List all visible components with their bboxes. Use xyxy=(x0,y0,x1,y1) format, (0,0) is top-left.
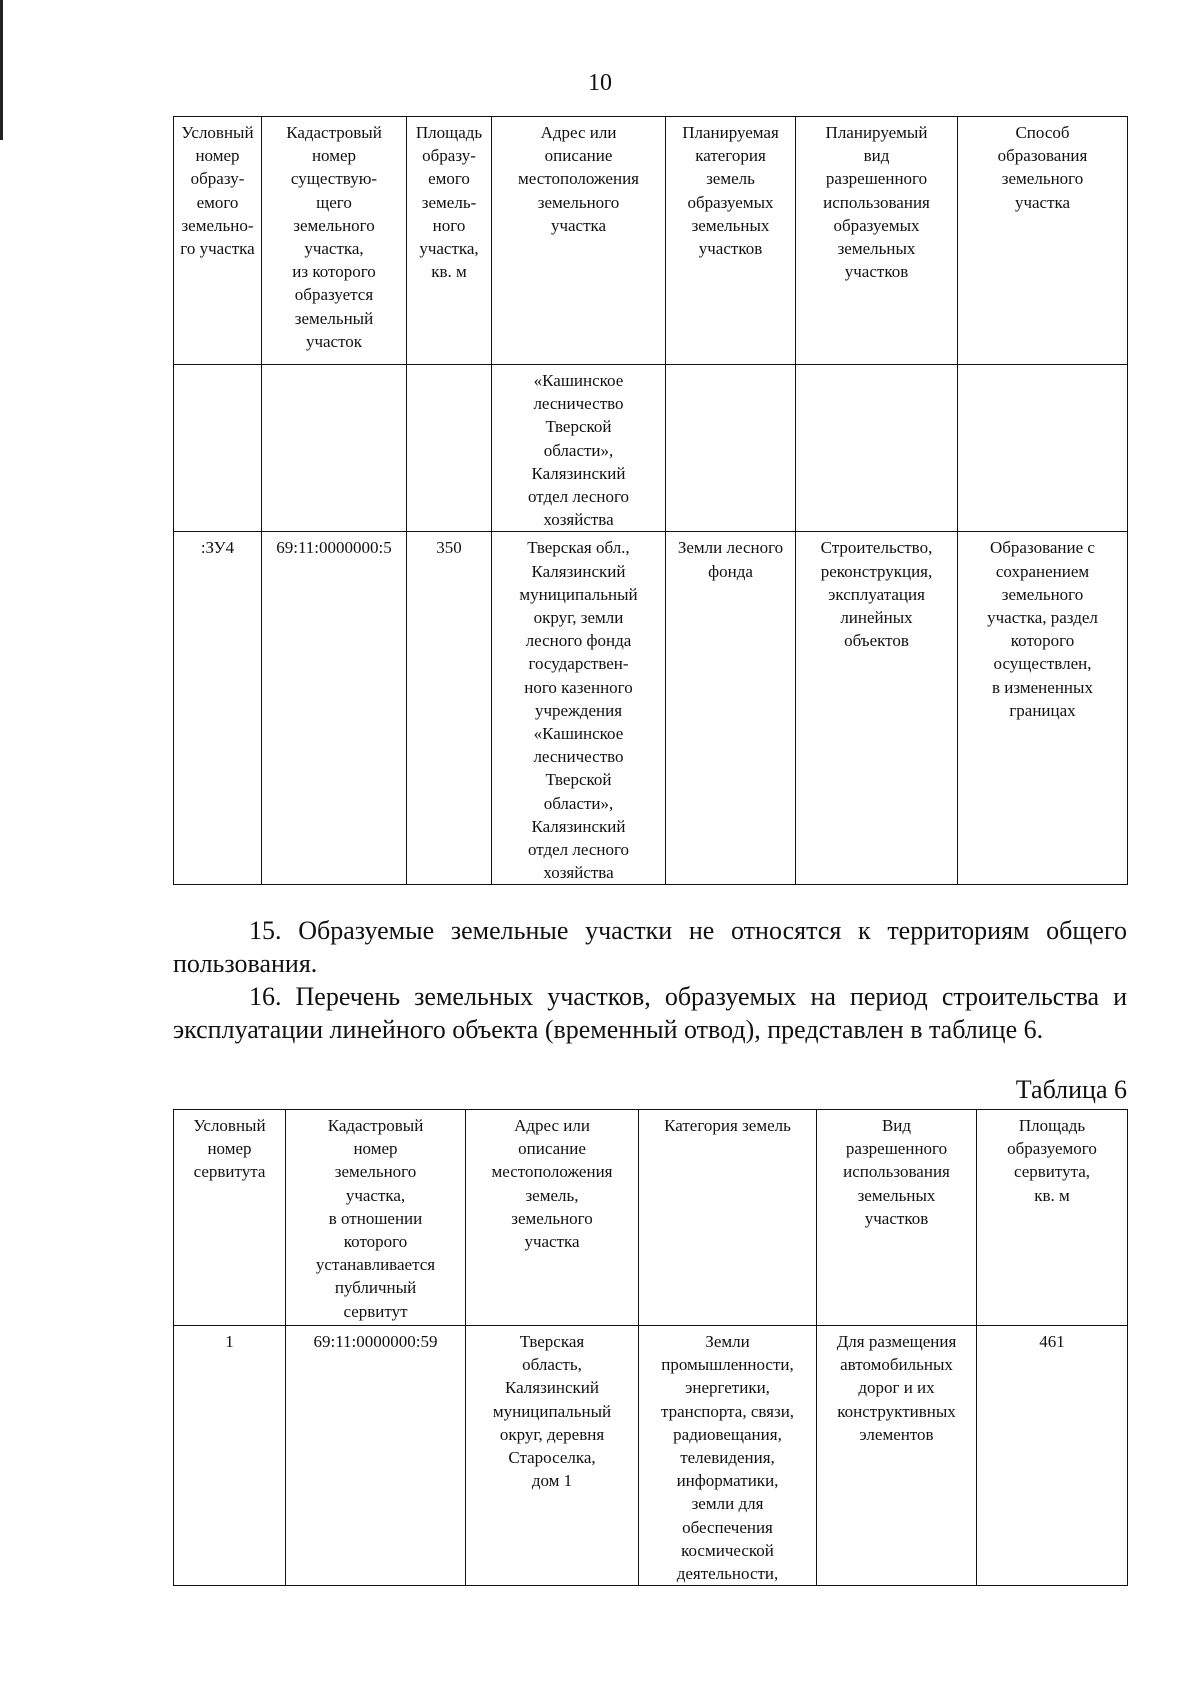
table-cell xyxy=(262,365,407,532)
table-cell xyxy=(958,365,1128,532)
header-planned-use: Планируемый вид разрешенного использования образуемых земельных участков xyxy=(796,117,958,365)
cell-permitted-use: Для размещения автомобильных дорог и их конструктивных элементов xyxy=(817,1326,977,1586)
header-area: Площадь образу- емого земель- ного участка, кв. м xyxy=(407,117,492,365)
cell-area: 350 xyxy=(407,532,492,885)
cell-cadastral-number: 69:11:0000000:59 xyxy=(286,1326,466,1586)
paragraph-16-text: 16. Перечень земельных участков, образуемых на период строительства и эксплуатации линейного объекта (временный отвод), представлен в таблице 6. xyxy=(173,982,1127,1044)
table-header-row xyxy=(174,117,1128,365)
cell-address: Тверская область, Калязинский муниципальный округ, деревня Староселка, дом 1 xyxy=(466,1326,639,1586)
header-servitude-area: Площадь образуемого сервитута, кв. м xyxy=(977,1110,1128,1326)
table-cell xyxy=(407,365,492,532)
table-6-caption: Таблица 6 xyxy=(1015,1075,1127,1104)
header-address: Адрес или описание местоположения земель, земельного участка xyxy=(466,1110,639,1326)
header-servitude-number: Условный номер сервитута xyxy=(174,1110,286,1326)
table-cell xyxy=(666,365,796,532)
table-row xyxy=(174,365,1128,532)
header-cadastral-number: Кадастровый номер земельного участка, в отношении которого устанавливается публичный сервитут xyxy=(286,1110,466,1326)
header-permitted-use: Вид разрешенного использования земельных участков xyxy=(817,1110,977,1326)
cell-category: Земли лесного фонда xyxy=(666,532,796,885)
land-plots-table-continuation xyxy=(173,116,1128,885)
servitude-table xyxy=(173,1109,1128,1586)
cell-servitude-number: 1 xyxy=(174,1326,286,1586)
table-cell xyxy=(796,365,958,532)
cell-conditional-number: :ЗУ4 xyxy=(174,532,262,885)
table-header-row xyxy=(174,1110,1128,1326)
cell-address: Тверская обл., Калязинский муниципальный округ, земли лесного фонда государствен- ного казенного учреждения «Кашинское лесничество Тверской области», Калязинский отдел лесного хозяйства xyxy=(492,532,666,885)
header-planned-category: Планируемая категория земель образуемых земельных участков xyxy=(666,117,796,365)
cell-land-category: Земли промышленности, энергетики, транспорта, связи, радиовещания, телевидения, информатики, земли для обеспечения космической деятельности, xyxy=(639,1326,817,1586)
cell-formation-method: Образование с сохранением земельного участка, раздел которого осуществлен, в измененных границах xyxy=(958,532,1128,885)
header-address: Адрес или описание местоположения земельного участка xyxy=(492,117,666,365)
cell-cadastral-number: 69:11:0000000:5 xyxy=(262,532,407,885)
header-land-category: Категория земель xyxy=(639,1110,817,1326)
paragraph-15 xyxy=(173,914,1127,980)
header-cadastral-number: Кадастровый номер существую- щего земельного участка, из которого образуется земельный участок xyxy=(262,117,407,365)
header-formation-method: Способ образования земельного участка xyxy=(958,117,1128,365)
paragraph-16 xyxy=(173,980,1127,1046)
table-row xyxy=(174,1326,1128,1586)
table-cell xyxy=(174,365,262,532)
header-conditional-number: Условный номер образу- емого земельно- го участка xyxy=(174,117,262,365)
cell-permitted-use: Строительство, реконструкция, эксплуатация линейных объектов xyxy=(796,532,958,885)
table-row xyxy=(174,532,1128,885)
cell-servitude-area: 461 xyxy=(977,1326,1128,1586)
cell-address: «Кашинское лесничество Тверской области», Калязинский отдел лесного хозяйства xyxy=(492,365,666,532)
page-number: 10 xyxy=(588,70,612,96)
paragraph-15-text: 15. Образуемые земельные участки не относятся к территориям общего пользования. xyxy=(173,916,1127,978)
